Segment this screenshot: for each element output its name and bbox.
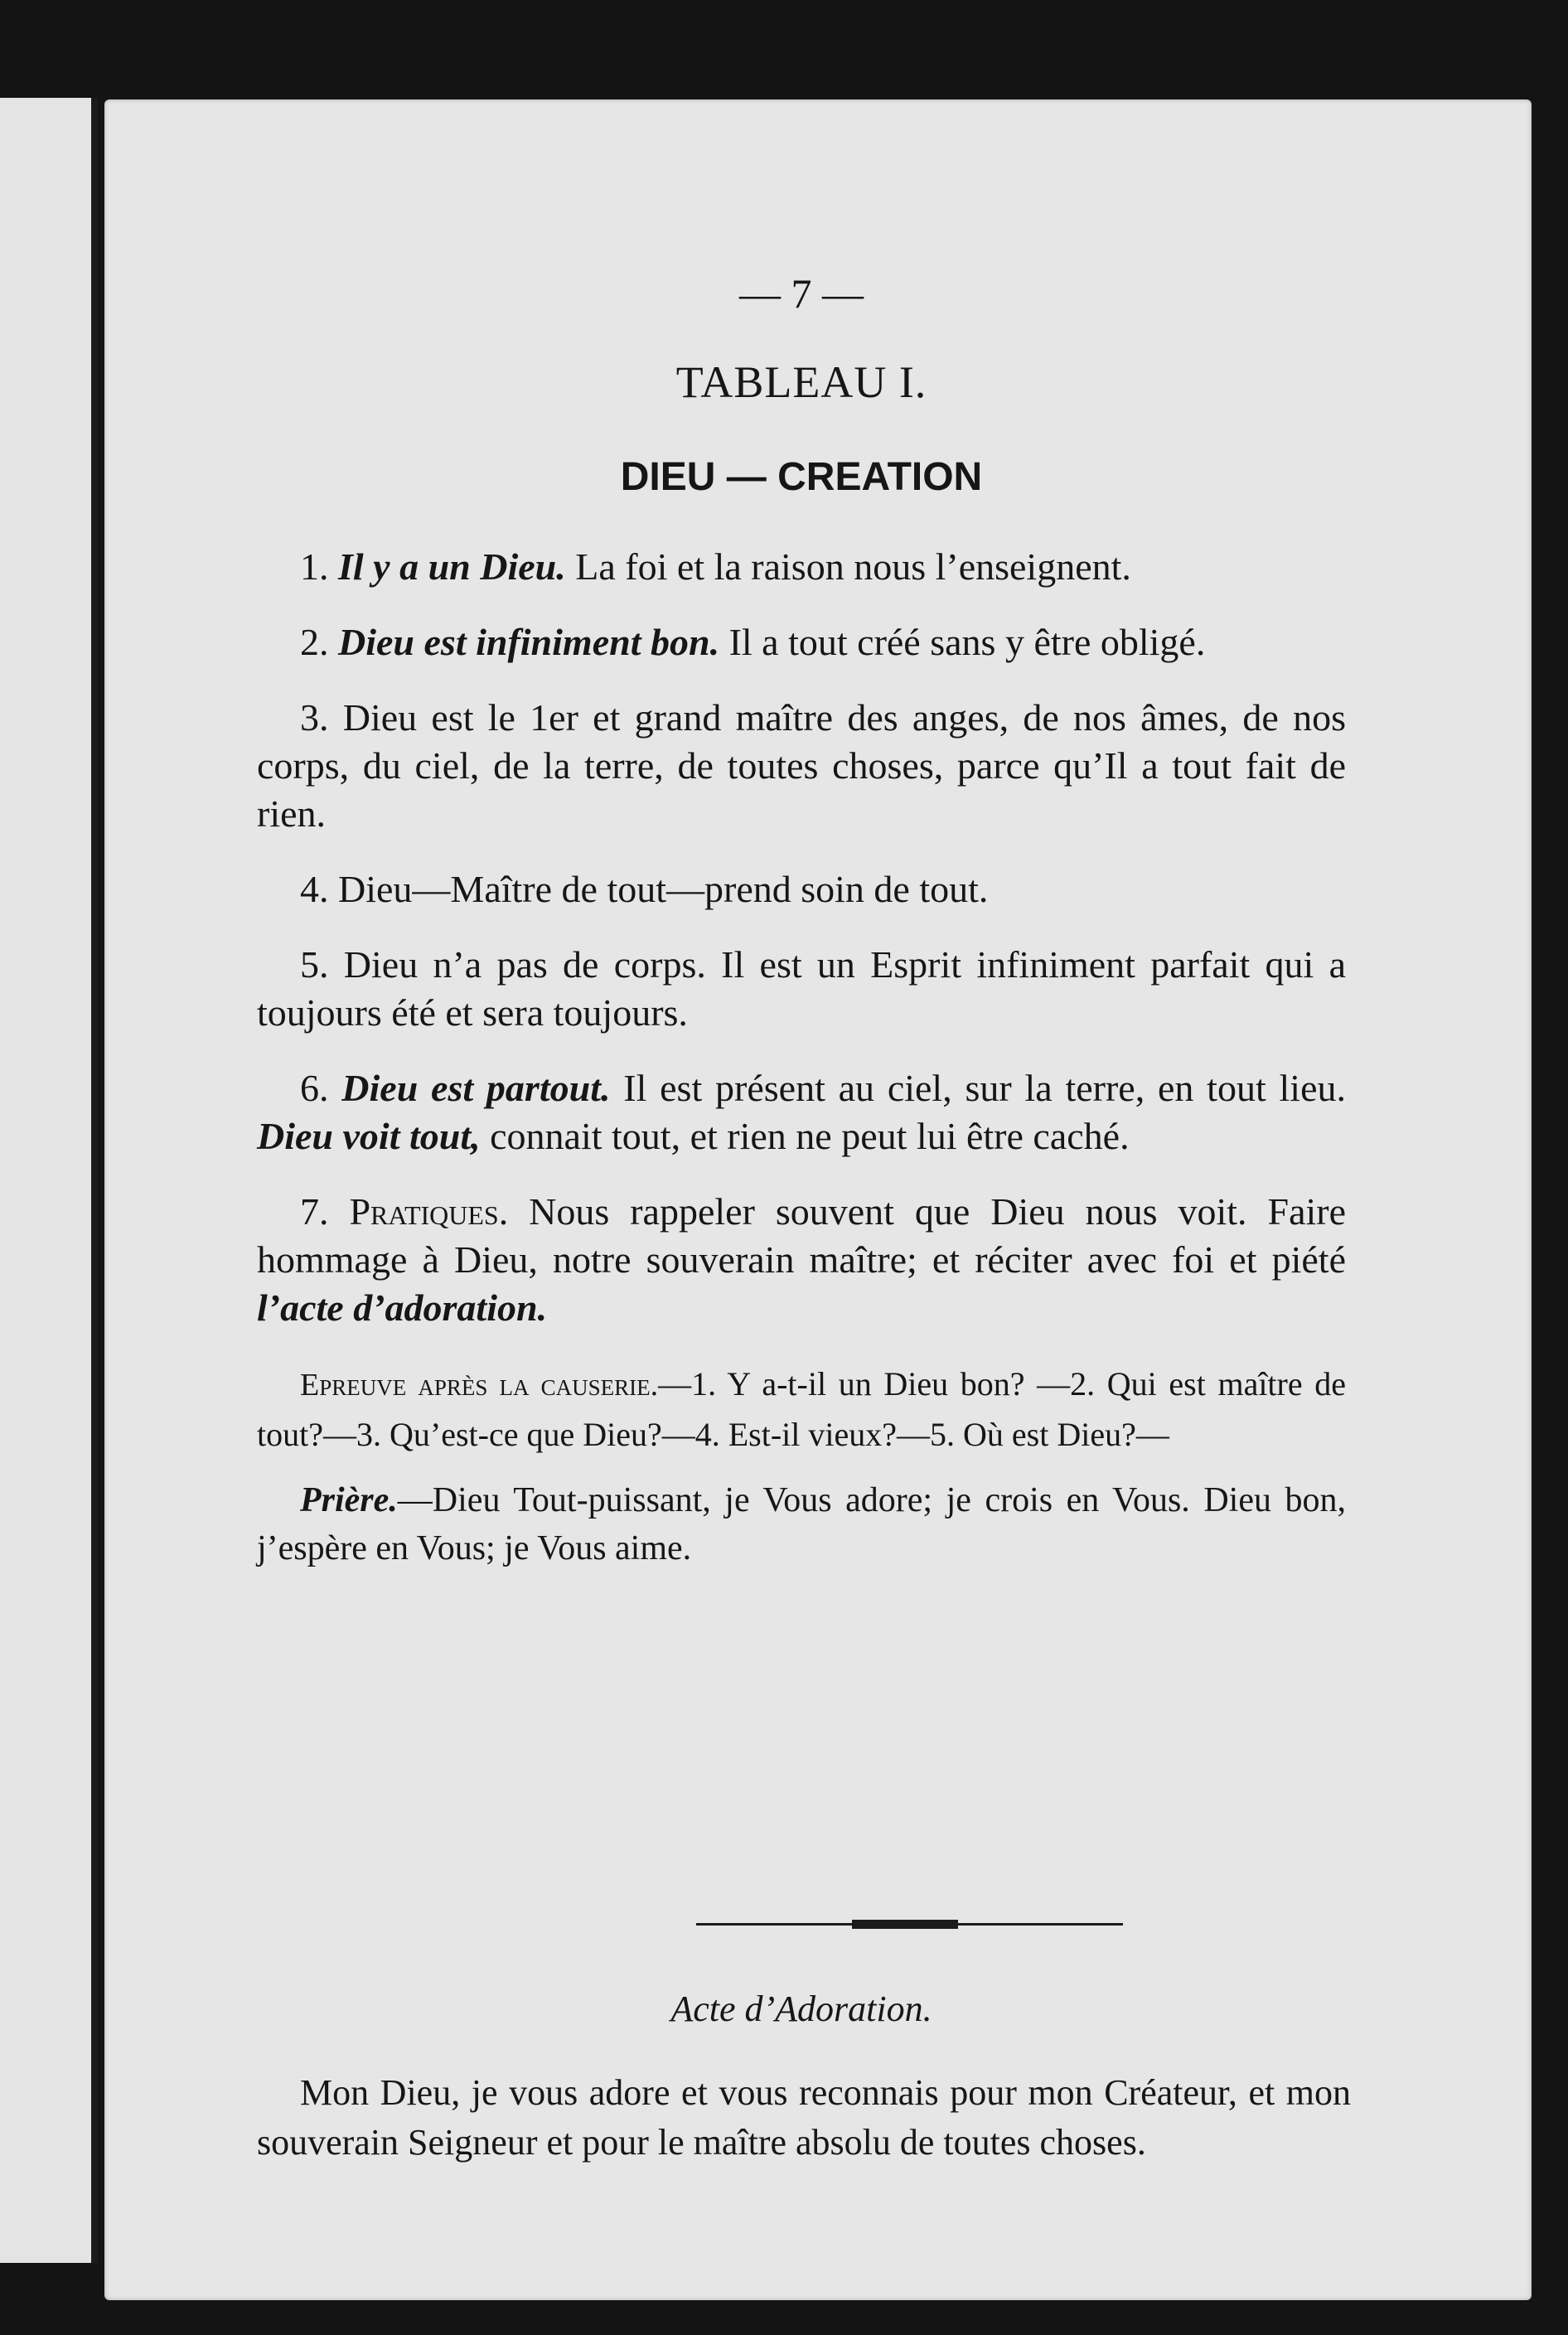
epreuve-questions <box>257 1359 1346 1460</box>
epreuve-text: —1. Y a-t-il un Dieu bon? —2. Qui est maître de tout?—3. Qu’est-ce que Dieu?—4. Est-il vieux?—5. Où est Dieu?— <box>257 1365 1347 1453</box>
ornamental-separator <box>696 1919 1123 1929</box>
paragraph-text: Nous rappeler souvent que Dieu nous voit. Faire hommage à Dieu, notre souverain maître; et réciter avec foi et piété <box>257 1190 1347 1281</box>
paragraph-number: 7. <box>300 1190 350 1233</box>
facing-page-edge <box>0 98 98 2263</box>
paragraph-7 <box>257 1188 1346 1332</box>
section-title: DIEU — CREATION <box>620 455 983 499</box>
separator-bar <box>852 1920 958 1929</box>
table-title: TABLEAU I. <box>675 357 927 407</box>
paragraph-number: 2. <box>300 621 338 663</box>
paragraph-number: 1. <box>300 545 338 588</box>
emphasis-text: Dieu est partout. <box>341 1067 611 1109</box>
priere-label: Prière. <box>300 1481 398 1519</box>
paragraph-2 <box>257 618 1346 666</box>
emphasis-text: Dieu est infiniment bon. <box>338 621 720 663</box>
epreuve-label: Epreuve après la causerie. <box>300 1368 659 1402</box>
acte-title: Acte d’Adoration. <box>670 1989 932 2029</box>
paragraph-text: Il est présent au ciel, sur la terre, en tout lieu. <box>610 1067 1346 1109</box>
book-page <box>104 99 1532 2300</box>
priere <box>257 1476 1346 1572</box>
emphasis-text: Dieu voit tout, <box>257 1115 481 1157</box>
paragraph-3: 3. Dieu est le 1er et grand maître des anges, de nos âmes, de nos corps, du ciel, de la terre, de toutes choses, parce qu’Il a tout fait de rien. <box>257 696 1346 835</box>
paragraph-1 <box>257 543 1346 591</box>
paragraph-number: 6. <box>300 1067 342 1109</box>
paragraph-text: connait tout, et rien ne peut lui être caché. <box>480 1115 1130 1157</box>
emphasis-text: Il y a un Dieu. <box>338 545 566 588</box>
page-number: — 7 — <box>739 270 864 317</box>
paragraph-5: 5. Dieu n’a pas de corps. Il est un Esprit infiniment parfait qui a toujours été et sera toujours. <box>257 943 1346 1034</box>
emphasis-text: l’acte d’adoration. <box>257 1286 548 1329</box>
pratiques-label: Pratiques. <box>349 1190 509 1233</box>
paragraph-6 <box>257 1064 1346 1160</box>
paragraphs <box>257 543 1346 1572</box>
paragraph-4: 4. Dieu—Maître de tout—prend soin de tout. <box>300 868 989 910</box>
paragraph-text: La foi et la raison nous l’enseignent. <box>565 545 1131 588</box>
paragraph-text: Il a tout créé sans y être obligé. <box>719 621 1206 663</box>
acte-text: Mon Dieu, je vous adore et vous reconnais pour mon Créateur, et mon souverain Seigneur et pour le maître absolu de toutes choses. <box>257 2072 1351 2163</box>
priere-text: —Dieu Tout-puissant, je Vous adore; je crois en Vous. Dieu bon, j’espère en Vous; je Vous aime. <box>257 1481 1346 1567</box>
